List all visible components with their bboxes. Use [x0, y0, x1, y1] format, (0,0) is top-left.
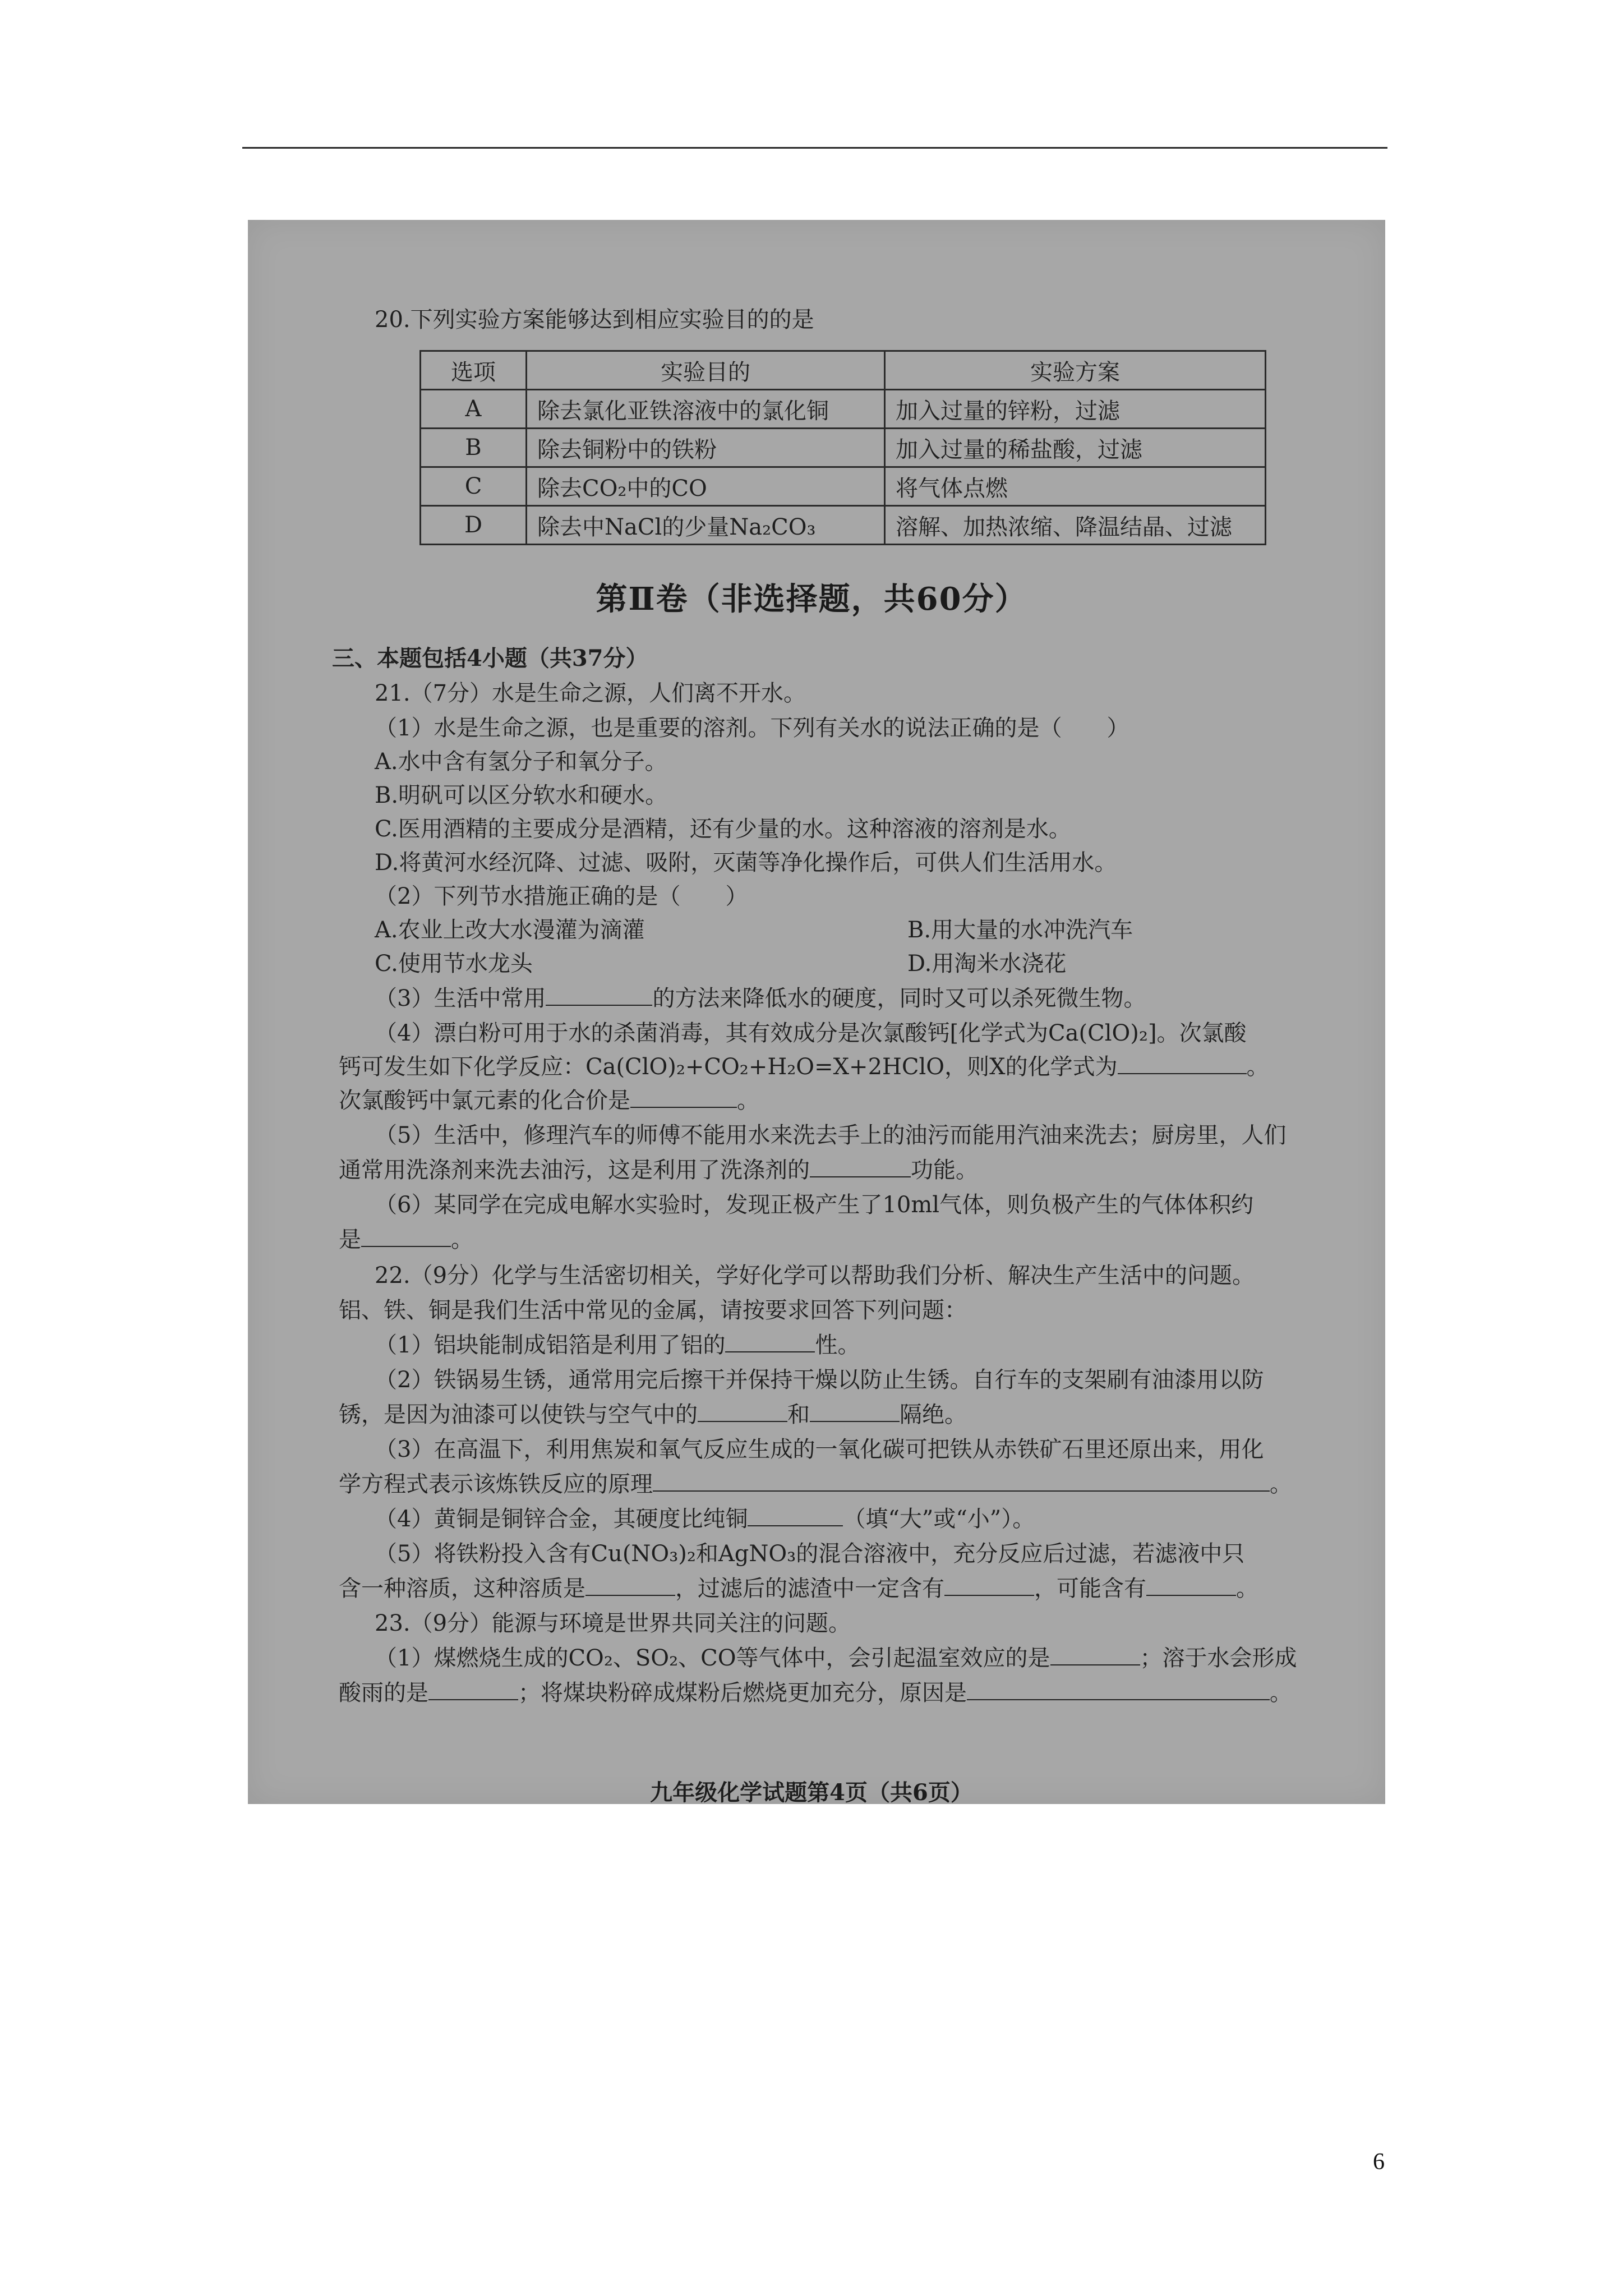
q21-part4-line1: （4）漂白粉可用于水的杀菌消毒，其有效成分是次氯酸钙[化学式为Ca(ClO)₂]。次氯酸: [375, 1020, 1247, 1046]
text: 锈，是因为油漆可以使铁与空气中的: [339, 1402, 698, 1428]
text: ；溶于水会形成: [1140, 1645, 1297, 1671]
q21-part2-option-d: D.用淘米水浇花: [907, 951, 1067, 977]
text: 。: [1270, 1680, 1292, 1706]
answer-blank[interactable]: [967, 1680, 1270, 1700]
text: 。: [737, 1088, 759, 1114]
text: （3）生活中常用: [375, 986, 546, 1011]
q21-stem: 21.（7分）水是生命之源，人们离不开水。: [375, 680, 806, 706]
table-cell: A: [421, 390, 527, 429]
q21-part4-line3: [339, 1087, 759, 1114]
page-footer: 九年级化学试题第4页（共6页）: [650, 1779, 973, 1806]
text: 学方程式表示该炼铁反应的原理: [339, 1471, 653, 1497]
q21-part3: [375, 985, 1146, 1012]
answer-blank[interactable]: [725, 1332, 815, 1352]
table-cell: 将气体点燃: [885, 467, 1266, 506]
table-cell: 除去CO₂中的CO: [527, 467, 885, 506]
experiment-table: [419, 350, 1266, 545]
table-cell: 除去氯化亚铁溶液中的氯化铜: [527, 390, 885, 429]
q21-option-b: B.明矾可以区分软水和硬水。: [375, 783, 668, 808]
q22-part4: [375, 1506, 1035, 1533]
text: 的方法来降低水的硬度，同时又可以杀死微生物。: [652, 986, 1146, 1011]
q22-part2-line1: （2）铁锅易生锈，通常用完后擦干并保持干燥以防止生锈。自行车的支架刷有油漆用以防: [375, 1367, 1264, 1393]
text: 次氯酸钙中氯元素的化合价是: [339, 1088, 630, 1114]
answer-blank[interactable]: [748, 1506, 843, 1526]
text: ，过滤后的滤渣中一定含有: [675, 1576, 944, 1602]
q21-part5-line2: [339, 1157, 978, 1184]
table-header: 选项: [421, 351, 527, 390]
table-cell: 加入过量的锌粉，过滤: [885, 390, 1266, 429]
q21-option-d: D.将黄河水经沉降、过滤、吸附，灭菌等净化操作后，可供人们生活用水。: [375, 850, 1117, 876]
table-header: 实验方案: [885, 351, 1266, 390]
answer-blank[interactable]: [1146, 1576, 1236, 1596]
volume-title: 第Ⅱ卷（非选择题，共60分）: [596, 581, 1027, 618]
q22-part3-line2: [339, 1471, 1292, 1498]
answer-blank[interactable]: [810, 1157, 911, 1177]
text: 功能。: [911, 1157, 978, 1183]
q23-stem: 23.（9分）能源与环境是世界共同关注的问题。: [375, 1611, 851, 1636]
q22-part5-line2: [339, 1575, 1258, 1602]
q21-part4-line2: [339, 1053, 1269, 1080]
answer-blank[interactable]: [585, 1576, 675, 1596]
text: 酸雨的是: [339, 1680, 428, 1706]
text: 。: [1236, 1576, 1258, 1602]
answer-blank[interactable]: [428, 1680, 518, 1700]
q22-part5-line1: （5）将铁粉投入含有Cu(NO₃)₂和AgNO₃的混合溶液中，充分反应后过滤，若滤液中只: [375, 1541, 1245, 1567]
page-number: 6: [1373, 2149, 1385, 2175]
table-cell: 加入过量的稀盐酸，过滤: [885, 429, 1266, 467]
table-cell: D: [421, 506, 527, 545]
table-cell: 除去铜粉中的铁粉: [527, 429, 885, 467]
q20-stem: 20.下列实验方案能够达到相应实验目的的是: [375, 307, 814, 333]
answer-blank[interactable]: [1118, 1054, 1247, 1074]
answer-blank[interactable]: [810, 1402, 900, 1422]
q22-part1: [375, 1332, 860, 1359]
answer-blank[interactable]: [361, 1227, 451, 1247]
answer-blank[interactable]: [1050, 1645, 1140, 1665]
answer-blank[interactable]: [630, 1088, 737, 1108]
text: ；将煤块粉碎成煤粉后燃烧更加充分，原因是: [518, 1680, 967, 1706]
text: 是: [339, 1227, 361, 1253]
q21-part5-line1: （5）生活中，修理汽车的师傅不能用水来洗去手上的油污而能用汽油来洗去；厨房里，人们: [375, 1122, 1287, 1148]
text: （1）铝块能制成铝箔是利用了铝的: [375, 1332, 726, 1358]
table-cell: 除去中NaCl的少量Na₂CO₃: [527, 506, 885, 545]
text: 性。: [815, 1332, 860, 1358]
table-row: [421, 467, 1266, 506]
answer-blank[interactable]: [698, 1402, 787, 1422]
answer-blank[interactable]: [653, 1471, 1270, 1492]
text: 。: [1246, 1054, 1269, 1080]
q22-stem-line1: 22.（9分）化学与生活密切相关，学好化学可以帮助我们分析、解决生产生活中的问题。: [375, 1263, 1255, 1289]
section-heading: 三、本题包括4小题（共37分）: [332, 645, 648, 671]
q23-part1-line2: [339, 1680, 1292, 1706]
table-header: 实验目的: [527, 351, 885, 390]
q22-stem-line2: 铝、铁、铜是我们生活中常见的金属，请按要求回答下列问题：: [339, 1297, 967, 1323]
q21-part2-option-a: A.农业上改大水漫灌为滴灌: [375, 917, 645, 943]
table-row: [421, 429, 1266, 467]
text: 含一种溶质，这种溶质是: [339, 1576, 585, 1602]
q21-part6-line2: [339, 1226, 473, 1253]
q21-part6-line1: （6）某同学在完成电解水实验时，发现正极产生了10ml气体，则负极产生的气体体积约: [375, 1192, 1254, 1218]
table-cell: C: [421, 467, 527, 506]
q23-part1-line1: [375, 1645, 1297, 1672]
text: 通常用洗涤剂来洗去油污，这是利用了洗涤剂的: [339, 1157, 810, 1183]
text: 。: [1270, 1471, 1292, 1497]
q21-part2-option-b: B.用大量的水冲洗汽车: [907, 917, 1133, 943]
text: （填“大”或“小”）。: [843, 1506, 1035, 1532]
table-cell: 溶解、加热浓缩、降温结晶、过滤: [885, 506, 1266, 545]
text: （4）黄铜是铜锌合金，其硬度比纯铜: [375, 1506, 748, 1532]
text: 钙可发生如下化学反应：Ca(ClO)₂+CO₂+H₂O=X+2HClO，则X的化学式为: [339, 1054, 1118, 1080]
text: 和: [787, 1402, 810, 1428]
q21-part2-option-c: C.使用节水龙头: [375, 951, 533, 977]
q21-part1: （1）水是生命之源，也是重要的溶剂。下列有关水的说法正确的是（ ）: [375, 715, 1129, 741]
q22-part2-line2: [339, 1401, 967, 1428]
table-header-row: [421, 351, 1266, 390]
table-cell: B: [421, 429, 527, 467]
text: 。: [451, 1227, 473, 1253]
answer-blank[interactable]: [944, 1576, 1034, 1596]
q22-part3-line1: （3）在高温下，利用焦炭和氧气反应生成的一氧化碳可把铁从赤铁矿石里还原出来，用化: [375, 1437, 1264, 1462]
q21-part2: （2）下列节水措施正确的是（ ）: [375, 884, 748, 909]
text: ，可能含有: [1034, 1576, 1146, 1602]
q21-option-a: A.水中含有氢分子和氧分子。: [375, 749, 667, 775]
text: 隔绝。: [900, 1402, 967, 1428]
table-row: [421, 506, 1266, 545]
answer-blank[interactable]: [546, 986, 652, 1006]
q21-option-c: C.医用酒精的主要成分是酒精，还有少量的水。这种溶液的溶剂是水。: [375, 816, 1071, 842]
text: （1）煤燃烧生成的CO₂、SO₂、CO等气体中，会引起温室效应的是: [375, 1645, 1050, 1671]
table-row: [421, 390, 1266, 429]
header-rule: [242, 147, 1387, 149]
